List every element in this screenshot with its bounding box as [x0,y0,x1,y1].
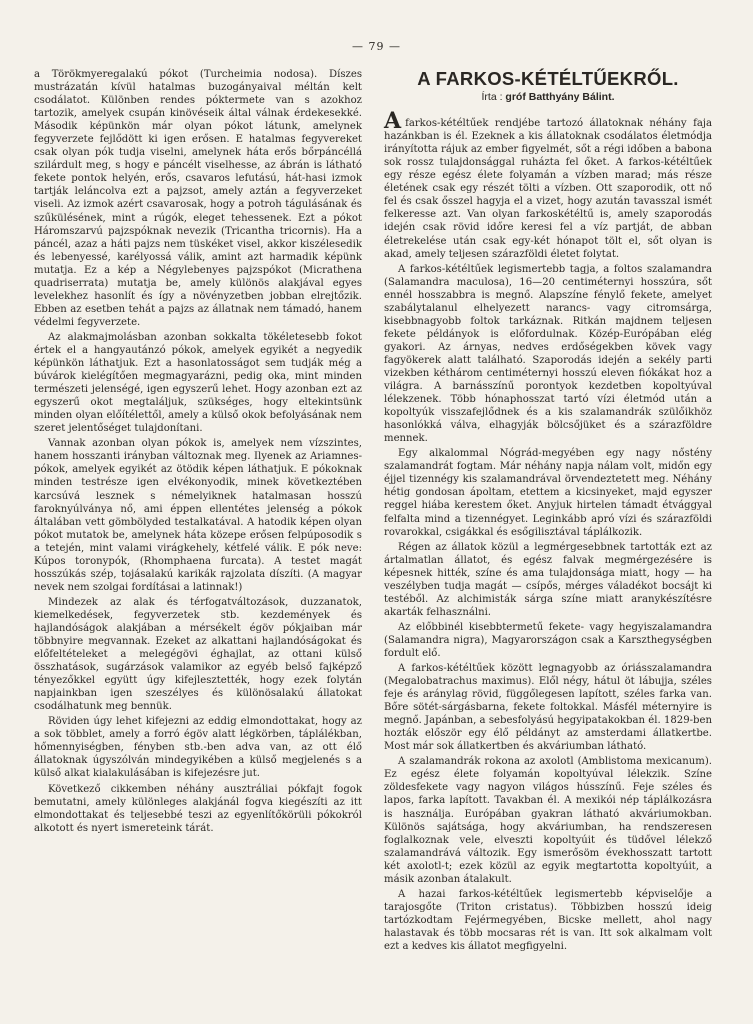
article-byline [384,91,712,104]
right-column [384,68,712,955]
first-paragraph-text: farkos-kétéltűek rendjébe tartozó állatoknak néhány faja hazánkban is él. Ezeknek a kis állatoknak csodálatos életmódja irányította rájuk az ember figyelmét, sőt a régi időben a babona sok rossz tulajdonsággal ruházta fel őket. A farkos-kétéltűek egy része egész élete folyamán a vízben marad; más része életének csak egy részét tölti a vízben. Ott szaporodik, ott nő fel és csak ősszel hagyja el a vizet, hogy azután tavasszal ismét felkeresse azt. Van olyan farkoskétéltű is, amely szaporodás idején csak rövid időre keresi fel a víz partját, de abban életrekelése után csak egy-két hónapot tölt el, sőt olyan is akad, amely teljesen szárazföldi életet folytat. [384,118,712,260]
paragraph: Röviden úgy lehet kifejezni az eddig elmondottakat, hogy az a sok többlet, amely a forró égöv alatt légkörben, táplálékban, hőmennyiségben, fényben stb.-ben adva van, az ott élő állatoknak úgyszólván mindegyikében a külső megjelenés s a külső alkat kialakulásában is kifejezésre jut. [34,716,362,780]
paragraph: A farkos-kétéltűek között legnagyobb az óriásszalamandra (Megalobatrachus maximus). Elől négy, hátul öt lábujja, széles feje és aránylag rövid, függőlegesen lapított, széles farka van. Bőre sötét-sárgásbarna, fekete foltokkal. Másfél méternyire is megnő. Japánban, a sebesfolyású hegyipatakokban él. 1829-ben hozták először egy élő példányt az amsterdami állatkertbe. Most már sok állatkertben és akváriumban látható. [384,663,712,753]
paragraph: Régen az állatok közül a legmérgesebbnek tartották ezt az ártalmatlan állatot, és egész falvak megmérgezésére is képesnek hitték, színe és ama tulajdonsága miatt, hogy — ha veszélyben tudja magát — csípős, mérges váladékot bocsájt ki testéből. Az alchimisták sárga színe miatt aranykészítésre akarták felhasználni. [384,541,712,618]
paragraph: Egy alkalommal Nógrád-megyében egy nagy nőstény szalamandrát fogtam. Már néhány napja nálam volt, midőn egy éjjel tizennégy kis szalamandrával örvendeztetett meg. Néhány hétig gondosan ápoltam, etettem a kicsinyeket, majd egyszer reggel hiába kerestem őket. Anyjuk hirtelen támadt étvággyal felfalta mind a tizennégyet. Leginkább apró vízi és szárazföldi rovarokkal, csigákkal és esőgilisztával táplálkozik. [384,448,712,538]
paragraph: Következő cikkemben néhány ausztráliai pókfajt fogok bemutatni, amely különleges alakjánál fogva kiegészíti az itt elmondottakat és teljesebbé teszi az egyenlítőkörüli pókokról alkotott és nyert ismereteink tárát. [34,783,362,834]
first-paragraph [384,108,712,261]
article-title: A FARKOS-KÉTÉLTŰEKRŐL. [417,68,679,89]
paragraph: A farkos-kétéltűek legismertebb tagja, a foltos szalamandra (Salamandra maculosa), 16—20 centiméternyi hosszúra, sőt ennél hosszabbra is megnő. Alapszíne fénylő fekete, amelyet szabálytalanul elhelyezett narancs- vagy citromsárga, kisebbnagyobb foltok tarkáznak. Ritkán majdnem teljesen fekete példányok is előfordulnak. Közép-Európában elég gyakori. Az árnyas, nedves erdőségekben kövek vagy fagyökerek alatt található. Szaporodás idején a sekély parti vizekben kéthárom centiméternyi hosszú eleven fiókákat hoz a világra. A barnásszínű porontyok kezdetben kopoltyúval lélekzenek. Több hónaphosszat tartó vízi életmód után a kopoltyúk visszafejlődnek és a kis szalamandrák szülőikhöz hasonlókká válva, elhagyják bölcsőjüket és a szárazföldre mennek. [384,263,712,445]
page-number: — 79 — [352,40,401,53]
paragraph: Vannak azonban olyan pókok is, amelyek nem vízszintes, hanem hosszanti irányban változnak meg. Ilyenek az Ariamnes-pókok, amelyek egyikét az ötödik képen láthatjuk. E pókoknak minden testrésze igen elvékonyodik, minek következtében karcsúvá lesznek s némelyiknek hatalmasan hosszú faroknyúlványa nő, ami éppen ellentétes jelenség a pókok általában vett gömbölyded testalkatával. A hatodik képen olyan pókot mutatok be, amelynek háta közepe erősen felpúposodik s a tetején, mint valami virágkehely, kétfelé válik. E pók neve: Kúpos toronypók, (Rhomphaena furcata). A testet magát hosszúkás szép, tojásalakú karikák rajzolata díszíti. (A magyar nevek nem szolgai fordításai a latinnak!) [34,438,362,593]
left-column [34,68,362,837]
paragraph: Az előbbinél kisebbtermetű fekete- vagy hegyiszalamandra (Salamandra nigra), Magyarországon csak a Karszthegységben fordult elő. [384,621,712,659]
paragraph: Mindezek az alak és térfogatváltozások, duzzanatok, kiemelkedések, fegyverzetek stb. kezdemények és hajlandóságok alakjában a mérsékelt égöv pókjaiban már többnyire megvannak. Ezeket az alkattani hajlandóságokat és előfeltételeket a melegégövi éghajlat, az ottani külső összhatások, sugárzások valamikor az egyéb belső fajképző tényezőkkel együtt úgy kifejlesztették, hogy ezek folytán napjainkban igen szeszélyes és különösalakú állatokat csodálhatunk meg bennük. [34,596,362,713]
paragraph: a Törökmyeregalakú pókot (Turcheimia nodosa). Díszes mustrázatán kívül hatalmas buzogányaival méltán kelt csodálatot. Különben rendes póktermete van s azokhoz tartozik, amelyek csupán kinövéseik által válnak érdekesekké. Második képünkön már olyan pókot látunk, amelynek fegyverzete fejlődött ki igen erősen. E hatalmas fegyvereket csak olyan pók tudja viselni, amelynek háta erős bőrpáncéllá szilárdult meg, s hogy e páncélt viselhesse, az ábrán is látható fekete pontok helyén, erős, csavaros lefutású, hát-hasi izmok tartják leláncolva ezt a pajzsot, amely aztán a fegyverzeket viseli. Az izmok azért csavarosak, hogy a potroh tágulásának és szűkülésének, mint a rúgók, eleget tehessenek. Ezt a pókot Háromszarvú pajzspóknak nevezik (Tricantha tricornis). Ha a páncél, azaz a háti pajzs nem tüskéket visel, akkor kiszélesedik és lebenyessé, karélyossá válik, amint azt harmadik képünk mutatja. Ez a kép a Négylebenyes pajzspókot (Micrathena quadriserrata) mutatja be, amely különös alakjával egyes levelekhez hasonlít és így a növényzetben jobban elrejtőzik. Ebben az esetben tehát a pajzs az állatnak nem támadó, hanem védelmi fegyverzete. [34,69,362,328]
author-name: gróf Batthyány Bálint. [505,91,615,104]
paragraph: Az alakmajmolásban azonban sokkalta tökéletesebb fokot értek el a hangyautánzó pókok, amelyek egyikét a negyedik képünkön láthatjuk. Ezt a hasonlatosságot sem tudják még a búvárok kielégítően megmagyarázni, pedig oka, mint minden természeti jelenségé, igen egyszerű lehet. Hogy azonban ezt az egyszerű okot megtaláljuk, szükséges, hogy eltekintsünk minden olyan előítélettől, amely a külső okok befolyásának nem szeret jelentőséget tulajdonítani. [34,331,362,435]
drop-cap: A [384,108,402,135]
paragraph: A hazai farkos-kétéltűek legismertebb képviselője a tarajosgőte (Triton cristatus). Többizben hosszú ideig tartózkodtam Fejérmegyében, Bicske mellett, ahol nagy halastavak és több mocsaras rét is van. Itt sok alkalmam volt ezt a kedves kis állatot megfigyelni. [384,888,712,952]
byline-prefix: Írta : [481,91,503,104]
paragraph: A szalamandrák rokona az axolotl (Amblistoma mexicanum). Ez egész élete folyamán kopoltyúval lélekzik. Színe zöldesfekete vagy nagyon világos hússzínű. Feje széles és lapos, farka lapított. Tavakban él. A mexikói nép táplálkozásra is használja. Európában gyakran látható akváriumokban. Különös sajátsága, hogy akváriumban, ha rendszeresen foglalkoznak vele, elveszti kopoltyúit és tüdővel lélekző szalamandrává változik. Egy ismerősöm évekhosszatt tartott két axolotl-t; ezek közül az egyik megtartotta kopoltyúit, a másik azonban átalakult. [384,756,712,885]
